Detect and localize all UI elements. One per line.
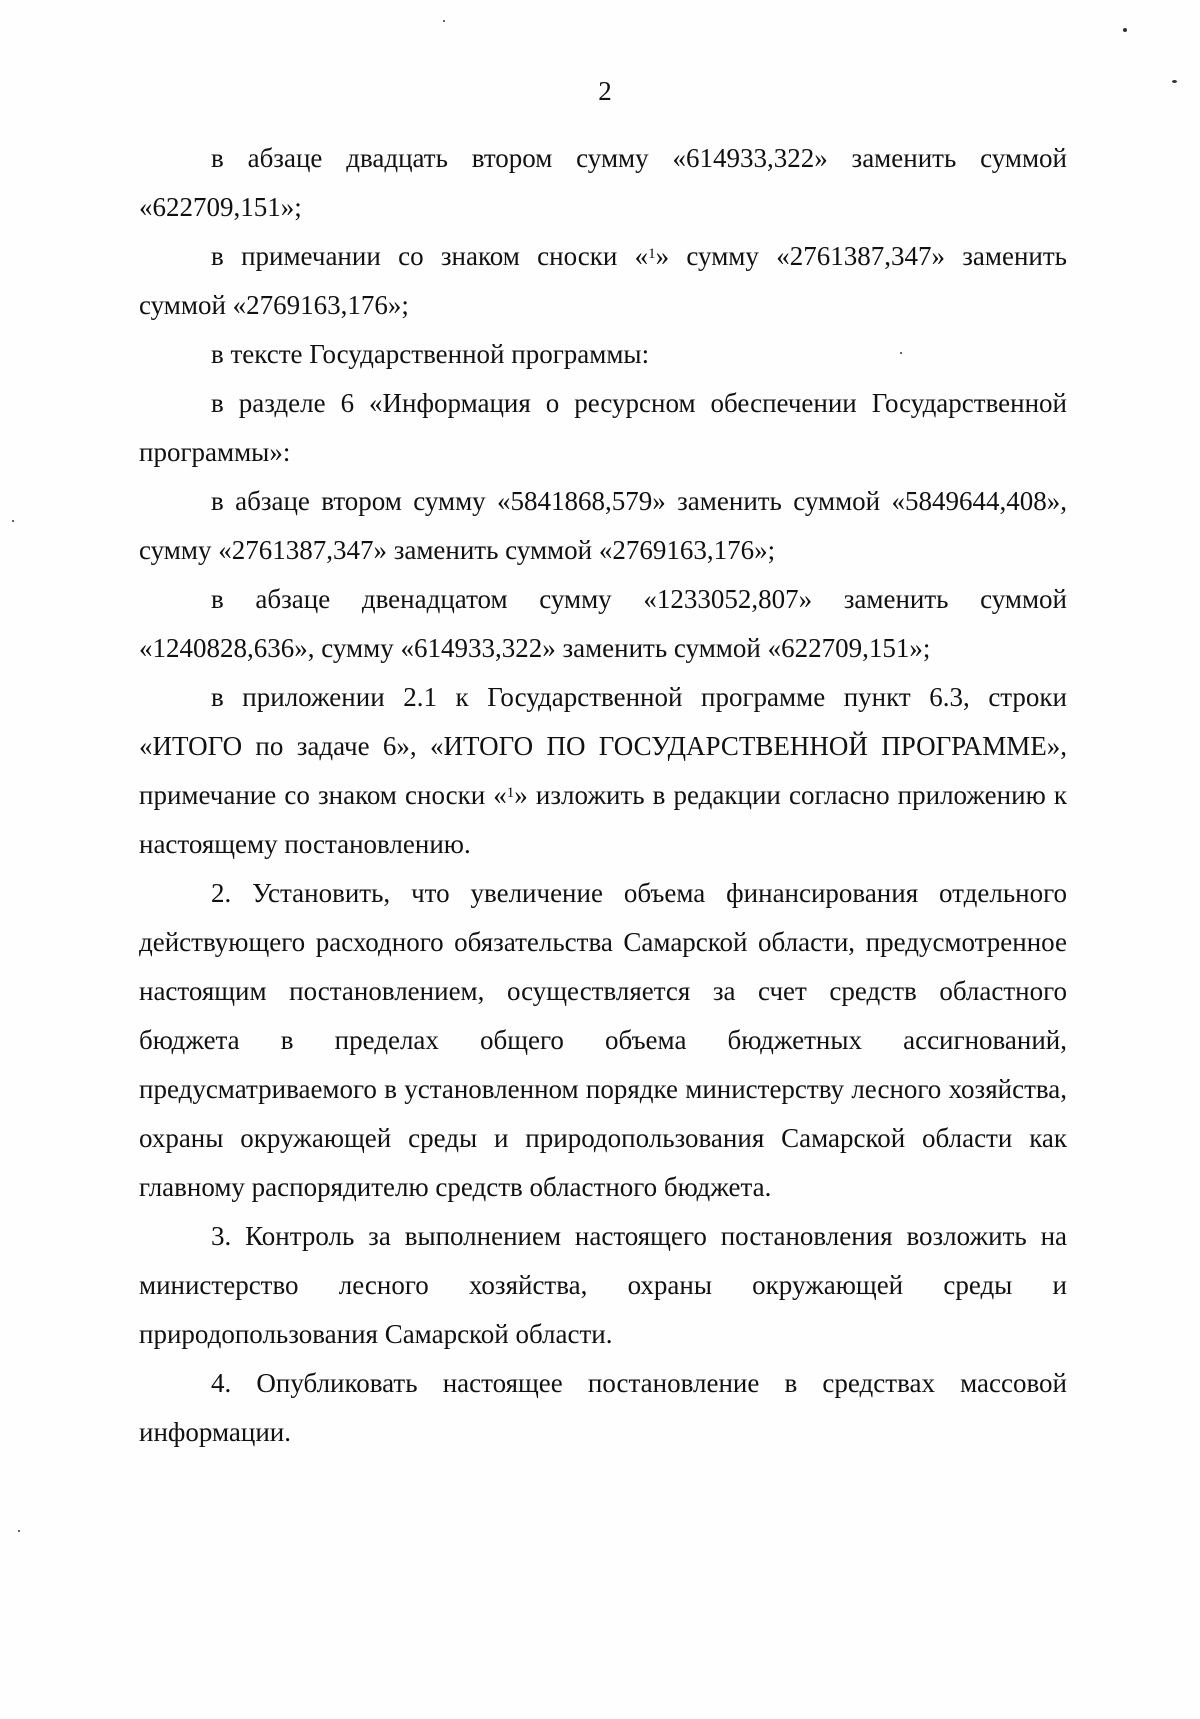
footnote-mark: 1	[506, 785, 515, 801]
paragraph-5: в абзаце втором сумму «5841868,579» заменить суммой «5849644,408», сумму «2761387,347» заменить суммой «2769163,176»;	[139, 486, 1067, 565]
paragraph-7-before: в приложении 2.1 к Государственной программе пункт 6.3, строки «ИТОГО по задаче 6», «ИТОГО ПО ГОСУДАРСТВЕННОЙ ПРОГРАММЕ», примечание со знаком сноски «	[139, 682, 1067, 810]
paragraph-2-before: в примечании со знаком сноски «	[211, 241, 649, 271]
paragraph-2	[139, 232, 1067, 330]
paragraph-1: в абзаце двадцать втором сумму «614933,322» заменить суммой «622709,151»;	[139, 143, 1067, 222]
paragraph-10: 4. Опубликовать настоящее постановление в средствах массовой информации.	[139, 1368, 1067, 1447]
paragraph-9: 3. Контроль за выполнением настоящего постановления возложить на министерство лесного хозяйства, охраны окружающей среды и природопользования Самарской области.	[139, 1221, 1067, 1349]
paragraph-7-after: » изложить в редакции согласно приложению к настоящему постановлению.	[139, 780, 1067, 859]
scan-speck	[900, 352, 902, 354]
page-number: 2	[598, 76, 612, 106]
paragraph-4: в разделе 6 «Информация о ресурсном обеспечении Государственной программы»:	[139, 388, 1067, 467]
paragraph-2-after: » сумму «2761387,347» заменить суммой «2769163,176»;	[139, 241, 1067, 320]
scan-speck	[18, 1530, 20, 1532]
footnote-mark: 1	[648, 246, 656, 262]
document-body	[139, 134, 1067, 1457]
scan-speck	[1123, 28, 1127, 32]
paragraph-6: в абзаце двенадцатом сумму «1233052,807» заменить суммой «1240828,636», сумму «614933,322» заменить суммой «622709,151»;	[139, 584, 1067, 663]
paragraph-3: в тексте Государственной программы:	[211, 339, 650, 369]
paragraph-8: 2. Установить, что увеличение объема финансирования отдельного действующего расходного обязательства Самарской области, предусмотренное настоящим постановлением, осуществляется за счет средств областного бюджета в пределах общего объема бюджетных ассигнований, предусматриваемого в установленном порядке министерству лесного хозяйства, охраны окружающей среды и природопользования Самарской области как главному распорядителю средств областного бюджета.	[139, 878, 1067, 1202]
scan-speck	[12, 520, 14, 522]
scan-speck	[443, 20, 445, 22]
scan-speck	[1172, 80, 1177, 83]
paragraph-7	[139, 673, 1067, 869]
